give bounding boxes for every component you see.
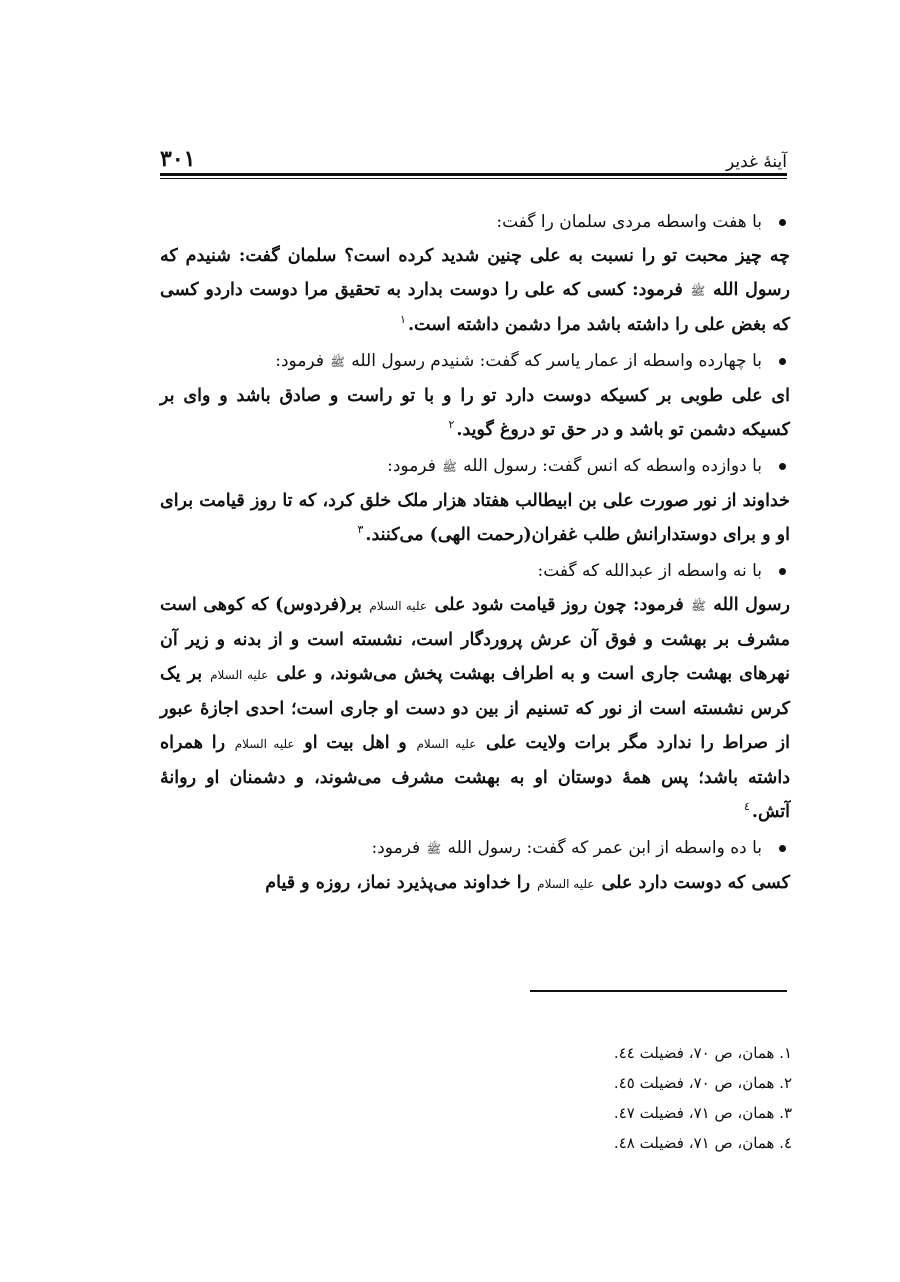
honorific-mark: عليه السلام	[234, 737, 295, 751]
honorific-mark: ﷺ	[442, 460, 457, 474]
page-number: ۳۰۱	[160, 146, 196, 172]
footnote-item: ٣. همان، ص ٧١، فضیلت ٤٧.	[613, 1104, 792, 1122]
footnote-ref: ٢	[448, 418, 455, 432]
main-text	[160, 205, 792, 901]
honorific-mark: عليه السلام	[369, 599, 428, 613]
bullet-icon	[779, 358, 786, 365]
narration-intro	[160, 449, 792, 484]
honorific-mark: ﷺ	[691, 599, 706, 613]
honorific-mark: ﷺ	[690, 284, 706, 298]
header-rule-thin	[160, 178, 787, 179]
narration-intro	[160, 554, 792, 588]
quote-text: را خداوند می‌پذیرد نماز، روزه و قیام	[265, 873, 531, 893]
quote-text: را همراه داشته باشد؛ پس همهٔ دوستان او به بهشت مشرف می‌شوند، و دشمنان او روانهٔ آتش.	[160, 733, 790, 822]
honorific-mark: عليه السلام	[210, 668, 269, 682]
quote-text: بر یک کرس نشسته است از نور که تسنیم از بین دو دست او جاری است؛ احدی اجازهٔ عبور از صراط را ندارد مگر برات ولایت علی	[160, 664, 790, 753]
narration-item	[160, 344, 792, 447]
footnote-item: ٢. همان، ص ٧٠، فضیلت ٤٥.	[613, 1074, 792, 1092]
hadith-quote	[160, 379, 792, 447]
quote-text: فرمود: کسی که علی را دوست بدارد به تحقیق مرا دوست داردو کسی که بغض علی را داشته باشد مرا دشمن داشته است.	[160, 280, 790, 335]
bullet-icon	[779, 845, 786, 852]
footnote-item: ١. همان، ص ٧٠، فضیلت ٤٤.	[613, 1044, 792, 1062]
intro-text: با هفت واسطه مردی سلمان را گفت:	[496, 212, 762, 232]
book-title: آینهٔ غدیر	[725, 152, 787, 172]
narration-item	[160, 554, 792, 829]
footnote-ref: ١	[400, 313, 406, 327]
narration-item	[160, 205, 792, 342]
intro-text: فرمود:	[387, 456, 436, 476]
narration-intro	[160, 831, 792, 866]
quote-text: رسول الله	[713, 595, 790, 615]
header-rule	[160, 173, 787, 176]
footnotes	[614, 1038, 792, 1158]
intro-text: با ده واسطه از ابن عمر که گفت: رسول الله	[447, 838, 762, 858]
bullet-icon	[779, 463, 786, 470]
hadith-quote	[160, 866, 792, 901]
quote-text: فرمود: چون روز قیامت شود علی	[434, 595, 684, 615]
bullet-icon	[779, 568, 786, 575]
intro-text: با چهارده واسطه از عمار یاسر که گفت: شنیدم رسول الله	[351, 351, 762, 371]
narration-intro	[160, 205, 792, 239]
quote-text: کسی که دوست دارد علی	[601, 873, 790, 893]
intro-text: فرمود:	[371, 838, 421, 858]
honorific-mark: عليه السلام	[416, 737, 477, 751]
narration-intro	[160, 344, 792, 379]
footnote-item: ٤. همان، ص ٧١، فضیلت ٤٨.	[613, 1134, 792, 1152]
intro-text: با دوازده واسطه که انس گفت: رسول الله	[463, 456, 762, 476]
quote-text: خداوند از نور صورت علی بن ابیطالب هفتاد هزار ملک خلق کرد، که تا روز قیامت برای او و برای دوستدارانش طلب غفران(رحمت الهی) می‌کنند.	[160, 491, 790, 545]
intro-text: با نه واسطه از عبدالله که گفت:	[537, 561, 762, 581]
bullet-icon	[779, 219, 786, 226]
hadith-quote	[160, 588, 792, 829]
hadith-quote	[160, 239, 792, 342]
narration-item	[160, 449, 792, 552]
hadith-quote	[160, 484, 792, 552]
footnote-separator	[530, 990, 787, 992]
quote-text: و اهل بیت او	[304, 733, 407, 753]
footnote-ref: ٣	[357, 523, 364, 537]
honorific-mark: ﷺ	[330, 355, 345, 369]
footnote-ref: ٤	[743, 800, 750, 814]
honorific-mark: ﷺ	[426, 842, 442, 856]
quote-text: بر(فردوس) که کوهی است مشرف بر بهشت و فوق آن عرش پروردگار است، نشسته است و از بدنه و زیر آن نهرهای بهشت جاری است و به اطراف بهشت پخش می‌شوند، و علی	[160, 595, 790, 684]
quote-text: ای علی طوبی بر کسیکه دوست دارد تو را و با تو راست و صادق باشد و وای بر کسیکه دشمن تو باشد و در حق تو دروغ گوید.	[160, 386, 790, 440]
narration-item	[160, 831, 792, 901]
honorific-mark: عليه السلام	[537, 877, 595, 891]
intro-text: فرمود:	[275, 351, 324, 371]
running-header	[160, 140, 787, 176]
quote-text: چه چیز محبت تو را نسبت به علی چنین شدید کرده است؟ سلمان گفت: شنیدم که رسول الله	[160, 246, 790, 300]
